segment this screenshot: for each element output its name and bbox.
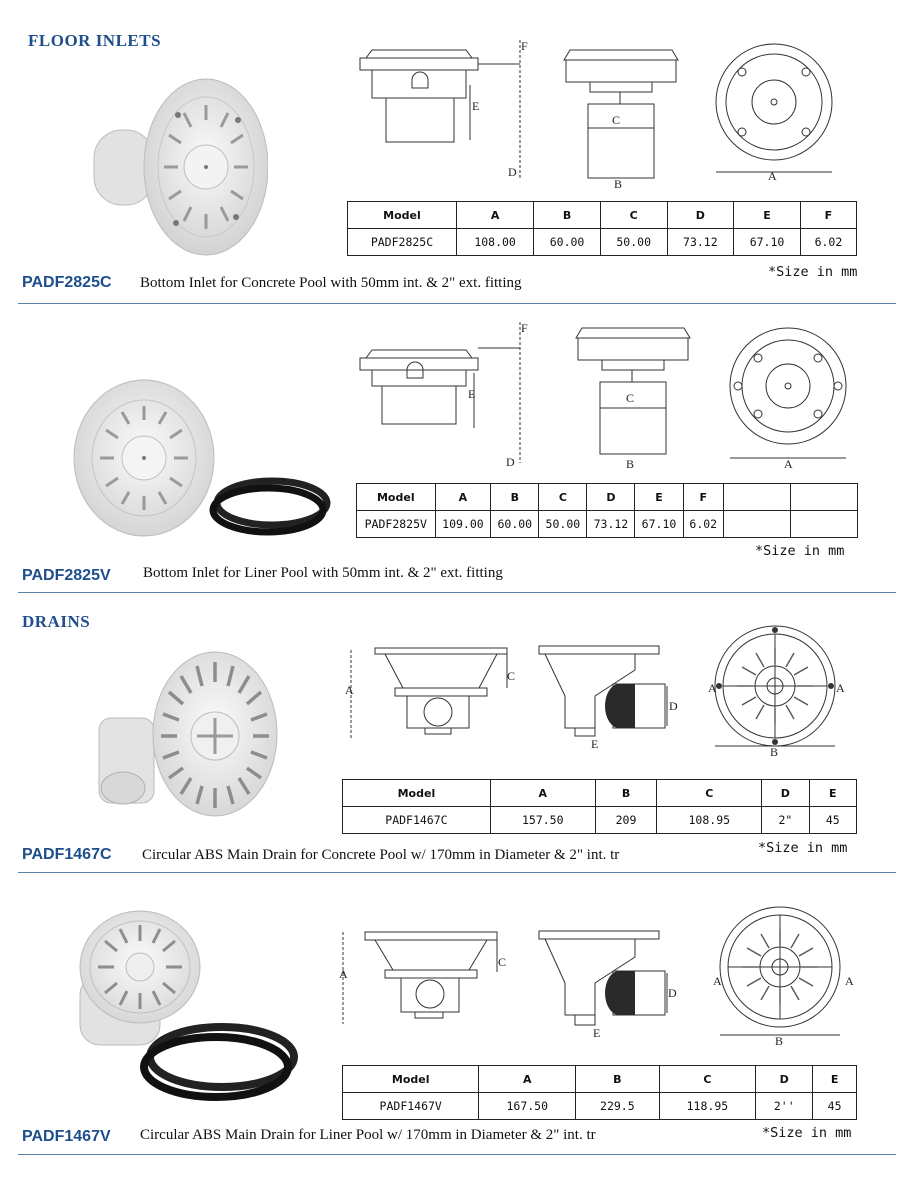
spec-table: [347, 201, 857, 256]
table-cell: 108.95: [657, 807, 762, 834]
table-header-cell: D: [587, 484, 635, 511]
product-description: Circular ABS Main Drain for Liner Pool w/ 170mm in Diameter & 2" int. tr: [140, 1127, 596, 1143]
table-cell: 109.00: [435, 511, 491, 538]
main-drain-photo: [95, 648, 280, 823]
table-cell: 50.00: [539, 511, 587, 538]
table-cell: 229.5: [576, 1093, 659, 1120]
dim-label-a: A: [784, 457, 793, 470]
product-description: Bottom Inlet for Concrete Pool with 50mm int. & 2" ext. fitting: [140, 275, 522, 291]
model-code: PADF1467V: [22, 1128, 111, 1145]
table-header-cell: Model: [357, 484, 436, 511]
dim-label-d: D: [508, 165, 517, 179]
table-header-row: [343, 780, 857, 807]
size-note: *Size in mm: [755, 543, 845, 559]
table-cell: 60.00: [491, 511, 539, 538]
table-header-cell: [791, 484, 858, 511]
table-row: [343, 807, 857, 834]
section-heading-floor-inlets: FLOOR INLETS: [28, 31, 162, 50]
dim-label-c: C: [498, 955, 507, 969]
table-header-cell: C: [600, 202, 667, 229]
table-cell: 45: [809, 807, 856, 834]
table-cell: 209: [595, 807, 657, 834]
table-header-cell: B: [576, 1066, 659, 1093]
section-view-drawing: [572, 322, 697, 472]
model-code: PADF1467C: [22, 846, 112, 863]
table-cell: 118.95: [659, 1093, 756, 1120]
table-cell: 45: [813, 1093, 857, 1120]
top-view-drawing: [726, 322, 856, 470]
side-view-drawing: [335, 920, 510, 1030]
table-header-cell: A: [456, 202, 533, 229]
product-description: Circular ABS Main Drain for Concrete Pool w/ 170mm in Diameter & 2" int. tr: [142, 847, 620, 863]
product-description: Bottom Inlet for Liner Pool with 50mm int. & 2" ext. fitting: [143, 565, 503, 581]
size-note: *Size in mm: [758, 840, 848, 856]
table-header-cell: A: [490, 780, 595, 807]
table-header-row: [348, 202, 857, 229]
side-view-drawing: [352, 40, 532, 185]
section-heading-drains: DRAINS: [22, 612, 91, 631]
dim-label-b: B: [626, 457, 635, 471]
top-view-drawing: [712, 40, 842, 182]
dim-label-d: D: [669, 699, 678, 713]
size-note: *Size in mm: [768, 264, 858, 280]
dim-label-a: A: [713, 974, 722, 988]
table-cell: PADF2825V: [357, 511, 436, 538]
dim-label-d: D: [668, 986, 677, 1000]
dim-label-b: B: [770, 745, 779, 759]
model-code: PADF2825C: [22, 274, 112, 291]
dim-label-a: A: [768, 169, 777, 182]
table-cell: 2'': [756, 1093, 813, 1120]
section-divider: [18, 303, 896, 304]
table-cell: [791, 511, 858, 538]
table-header-cell: Model: [348, 202, 457, 229]
table-cell: 6.02: [683, 511, 723, 538]
table-header-cell: B: [595, 780, 657, 807]
dim-label-a: A: [845, 974, 854, 988]
dim-label-e: E: [472, 99, 480, 113]
table-cell: 67.10: [734, 229, 801, 256]
spec-table: [356, 483, 858, 538]
table-header-cell: [724, 484, 791, 511]
dim-label-f: F: [521, 40, 528, 53]
size-note: *Size in mm: [762, 1125, 852, 1141]
dim-label-d: D: [506, 455, 515, 468]
table-row: [343, 1093, 857, 1120]
table-cell: 2": [762, 807, 809, 834]
model-code: PADF2825V: [22, 567, 111, 584]
table-header-cell: B: [491, 484, 539, 511]
dim-label-e: E: [593, 1026, 601, 1040]
table-header-cell: E: [734, 202, 801, 229]
table-header-cell: E: [813, 1066, 857, 1093]
table-header-cell: C: [657, 780, 762, 807]
table-cell: 167.50: [479, 1093, 576, 1120]
table-header-cell: C: [659, 1066, 756, 1093]
dim-label-a: A: [339, 967, 348, 981]
dim-label-a: A: [345, 683, 354, 697]
table-header-cell: E: [809, 780, 856, 807]
top-view-drawing: [700, 622, 855, 767]
dim-label-a: A: [836, 681, 845, 695]
table-header-cell: C: [539, 484, 587, 511]
section-divider: [18, 592, 896, 593]
section-view-drawing: [535, 925, 685, 1040]
dim-label-b: B: [614, 177, 623, 191]
table-row: [348, 229, 857, 256]
table-cell: PADF1467V: [343, 1093, 479, 1120]
dim-label-f: F: [521, 321, 528, 335]
dim-label-e: E: [591, 737, 599, 750]
table-cell: [724, 511, 791, 538]
section-divider: [18, 1154, 896, 1155]
table-cell: 108.00: [456, 229, 533, 256]
dim-label-e: E: [468, 387, 476, 401]
table-cell: 73.12: [587, 511, 635, 538]
main-drain-liner-photo: [62, 905, 302, 1105]
side-view-drawing: [352, 318, 532, 468]
dim-label-c: C: [612, 113, 621, 127]
floor-inlet-liner-photo: [62, 378, 332, 543]
table-row: [357, 511, 858, 538]
table-cell: 6.02: [800, 229, 856, 256]
table-header-row: [343, 1066, 857, 1093]
table-cell: 67.10: [635, 511, 683, 538]
floor-inlet-photo: [88, 75, 268, 260]
table-header-row: [357, 484, 858, 511]
table-header-cell: D: [756, 1066, 813, 1093]
spec-table: [342, 1065, 857, 1120]
dim-label-b: B: [775, 1034, 784, 1048]
table-cell: PADF1467C: [343, 807, 491, 834]
section-view-drawing: [560, 46, 685, 191]
table-header-cell: Model: [343, 780, 491, 807]
dim-label-c: C: [626, 391, 635, 405]
table-cell: 73.12: [667, 229, 734, 256]
dim-label-a: A: [708, 681, 717, 695]
section-view-drawing: [535, 640, 685, 750]
dim-label-c: C: [507, 669, 516, 683]
table-header-cell: F: [800, 202, 856, 229]
section-divider: [18, 872, 896, 873]
table-header-cell: Model: [343, 1066, 479, 1093]
table-header-cell: E: [635, 484, 683, 511]
spec-table: [342, 779, 857, 834]
table-header-cell: B: [534, 202, 601, 229]
table-header-cell: D: [762, 780, 809, 807]
table-cell: 60.00: [534, 229, 601, 256]
table-cell: 50.00: [600, 229, 667, 256]
table-cell: 157.50: [490, 807, 595, 834]
table-header-cell: F: [683, 484, 723, 511]
table-cell: PADF2825C: [348, 229, 457, 256]
table-header-cell: A: [435, 484, 491, 511]
table-header-cell: D: [667, 202, 734, 229]
side-view-drawing: [345, 640, 520, 745]
table-header-cell: A: [479, 1066, 576, 1093]
top-view-drawing: [705, 905, 860, 1050]
